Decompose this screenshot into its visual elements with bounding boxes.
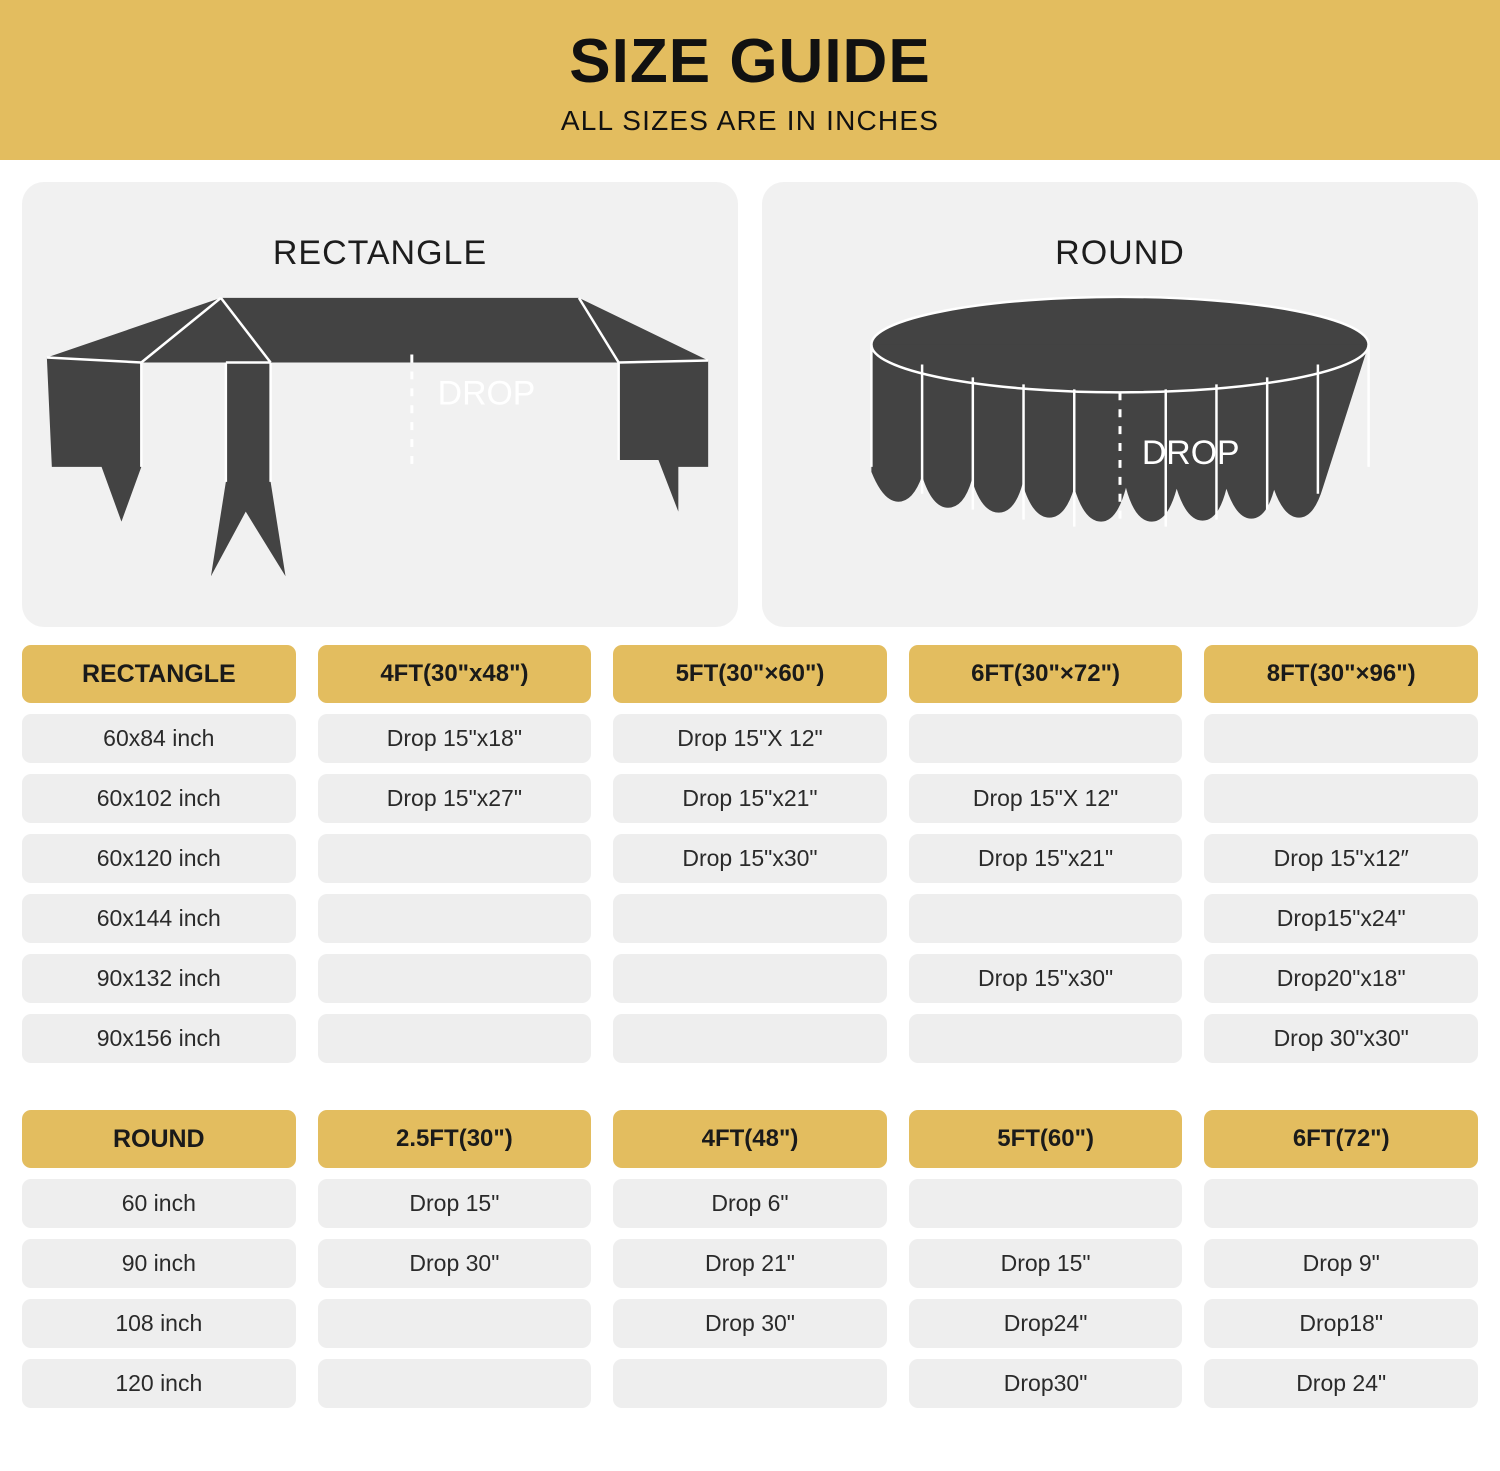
table-cell: Drop20"x18" [1204, 954, 1478, 1003]
rectangle-tablecloth-illustration [22, 277, 738, 627]
table-cell: Drop 15"X 12" [909, 774, 1183, 823]
table-cell [613, 954, 887, 1003]
rectangle-column-1 [318, 645, 592, 1074]
table-header: 6FT(72") [1204, 1110, 1478, 1168]
table-cell: Drop30" [909, 1359, 1183, 1408]
table-cell: 120 inch [22, 1359, 296, 1408]
table-cell: Drop15"x24" [1204, 894, 1478, 943]
rectangle-column-0 [22, 645, 296, 1074]
table-cell: Drop 15"x12″ [1204, 834, 1478, 883]
rectangle-panel [22, 182, 738, 627]
table-cell: 60x120 inch [22, 834, 296, 883]
table-cell: 60x144 inch [22, 894, 296, 943]
table-cell [318, 1359, 592, 1408]
round-column-3 [909, 1110, 1183, 1419]
rectangle-panel-title: RECTANGLE [272, 234, 488, 272]
rectangle-column-3 [909, 645, 1183, 1074]
table-cell: 60 inch [22, 1179, 296, 1228]
table-cell: 108 inch [22, 1299, 296, 1348]
rectangle-column-4 [1204, 645, 1478, 1074]
table-cell [318, 834, 592, 883]
table-header: ROUND [22, 1110, 296, 1168]
table-cell [1204, 1179, 1478, 1228]
table-cell [909, 1179, 1183, 1228]
page-subtitle: ALL SIZES ARE IN INCHES [560, 105, 940, 136]
table-cell [1204, 714, 1478, 763]
table-header: 6FT(30"×72") [909, 645, 1183, 703]
table-cell: Drop 15"x27" [318, 774, 592, 823]
table-cell: 60x84 inch [22, 714, 296, 763]
table-cell: Drop 9" [1204, 1239, 1478, 1288]
table-cell [613, 1014, 887, 1063]
round-column-4 [1204, 1110, 1478, 1419]
table-header: 4FT(48") [613, 1110, 887, 1168]
table-cell [909, 1014, 1183, 1063]
table-header: RECTANGLE [22, 645, 296, 703]
table-cell: Drop 15"x21" [909, 834, 1183, 883]
table-cell: 90x132 inch [22, 954, 296, 1003]
table-cell: Drop 15"x18" [318, 714, 592, 763]
table-cell: Drop 15"X 12" [613, 714, 887, 763]
table-cell: Drop 24" [1204, 1359, 1478, 1408]
table-cell: Drop24" [909, 1299, 1183, 1348]
table-cell [909, 894, 1183, 943]
table-cell: Drop 6" [613, 1179, 887, 1228]
table-cell [318, 954, 592, 1003]
svg-text:DROP: DROP [1141, 433, 1240, 472]
table-cell: Drop 21" [613, 1239, 887, 1288]
table-cell: Drop 30" [613, 1299, 887, 1348]
table-cell: Drop18" [1204, 1299, 1478, 1348]
table-cell: Drop 30" [318, 1239, 592, 1288]
table-cell [1204, 774, 1478, 823]
table-header: 5FT(30"×60") [613, 645, 887, 703]
table-cell [909, 714, 1183, 763]
table-cell: Drop 30"x30" [1204, 1014, 1478, 1063]
table-header: 5FT(60") [909, 1110, 1183, 1168]
table-cell [318, 1299, 592, 1348]
round-column-1 [318, 1110, 592, 1419]
round-column-2 [613, 1110, 887, 1419]
table-header: 8FT(30"×96") [1204, 645, 1478, 703]
table-cell [318, 894, 592, 943]
round-size-table [22, 1110, 1478, 1419]
table-cell: Drop 15" [909, 1239, 1183, 1288]
round-panel-title: ROUND [1055, 234, 1185, 272]
table-cell: 90 inch [22, 1239, 296, 1288]
page-title: SIZE GUIDE [569, 27, 931, 96]
round-column-0 [22, 1110, 296, 1419]
table-header: 4FT(30"x48") [318, 645, 592, 703]
round-tablecloth-illustration [762, 277, 1478, 627]
round-panel [762, 182, 1478, 627]
table-cell: 60x102 inch [22, 774, 296, 823]
rectangle-column-2 [613, 645, 887, 1074]
rectangle-size-table [22, 645, 1478, 1074]
table-header: 2.5FT(30") [318, 1110, 592, 1168]
size-tables [0, 627, 1500, 1419]
illustration-panels [0, 160, 1500, 627]
table-cell [613, 894, 887, 943]
page-header [0, 0, 1500, 160]
svg-text:DROP: DROP [437, 374, 536, 413]
table-cell: 90x156 inch [22, 1014, 296, 1063]
table-cell [613, 1359, 887, 1408]
table-cell: Drop 15"x21" [613, 774, 887, 823]
table-cell: Drop 15" [318, 1179, 592, 1228]
table-cell: Drop 15"x30" [909, 954, 1183, 1003]
table-cell [318, 1014, 592, 1063]
table-cell: Drop 15"x30" [613, 834, 887, 883]
